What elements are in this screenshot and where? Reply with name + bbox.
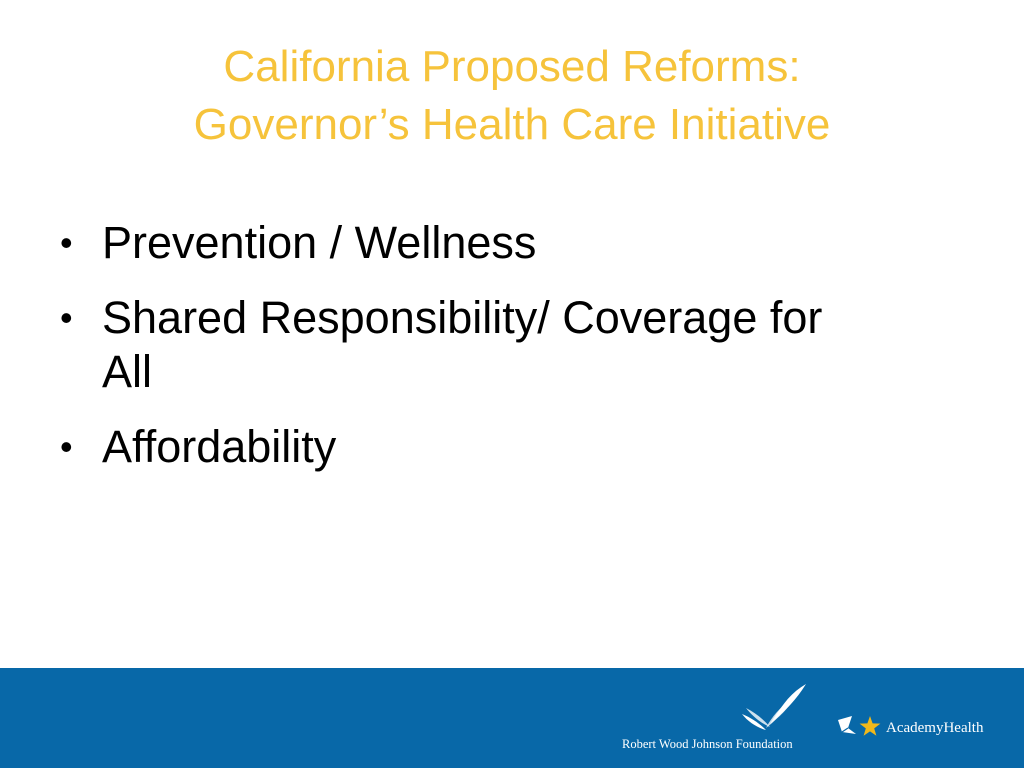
rwjf-logo: [622, 678, 812, 758]
bullet-text: Affordability: [102, 421, 337, 472]
title-line-2: Governor’s Health Care Initiative: [193, 100, 831, 149]
academyhealth-logo: [836, 710, 1006, 746]
rwjf-name: Robert Wood Johnson Foundation: [622, 737, 793, 751]
footer-bar: [0, 668, 1024, 768]
bullet-item: [60, 291, 960, 399]
bullet-item: [60, 216, 960, 270]
bullet-icon: •: [60, 297, 73, 338]
bullet-text: Shared Responsibility/ Coverage for: [102, 292, 823, 343]
rwjf-bird-icon: [740, 680, 812, 732]
slide-title: [60, 38, 964, 154]
bullet-icon: •: [60, 426, 73, 467]
bullet-text-continued: All: [102, 346, 153, 397]
bullet-icon: •: [60, 222, 73, 263]
bullet-item: [60, 420, 960, 474]
bullet-list: [60, 216, 960, 495]
title-line-1: California Proposed Reforms:: [223, 42, 801, 91]
academyhealth-name: AcademyHealth: [886, 720, 984, 736]
academyhealth-star-flag-icon: [836, 712, 884, 742]
bullet-text: Prevention / Wellness: [102, 217, 537, 268]
